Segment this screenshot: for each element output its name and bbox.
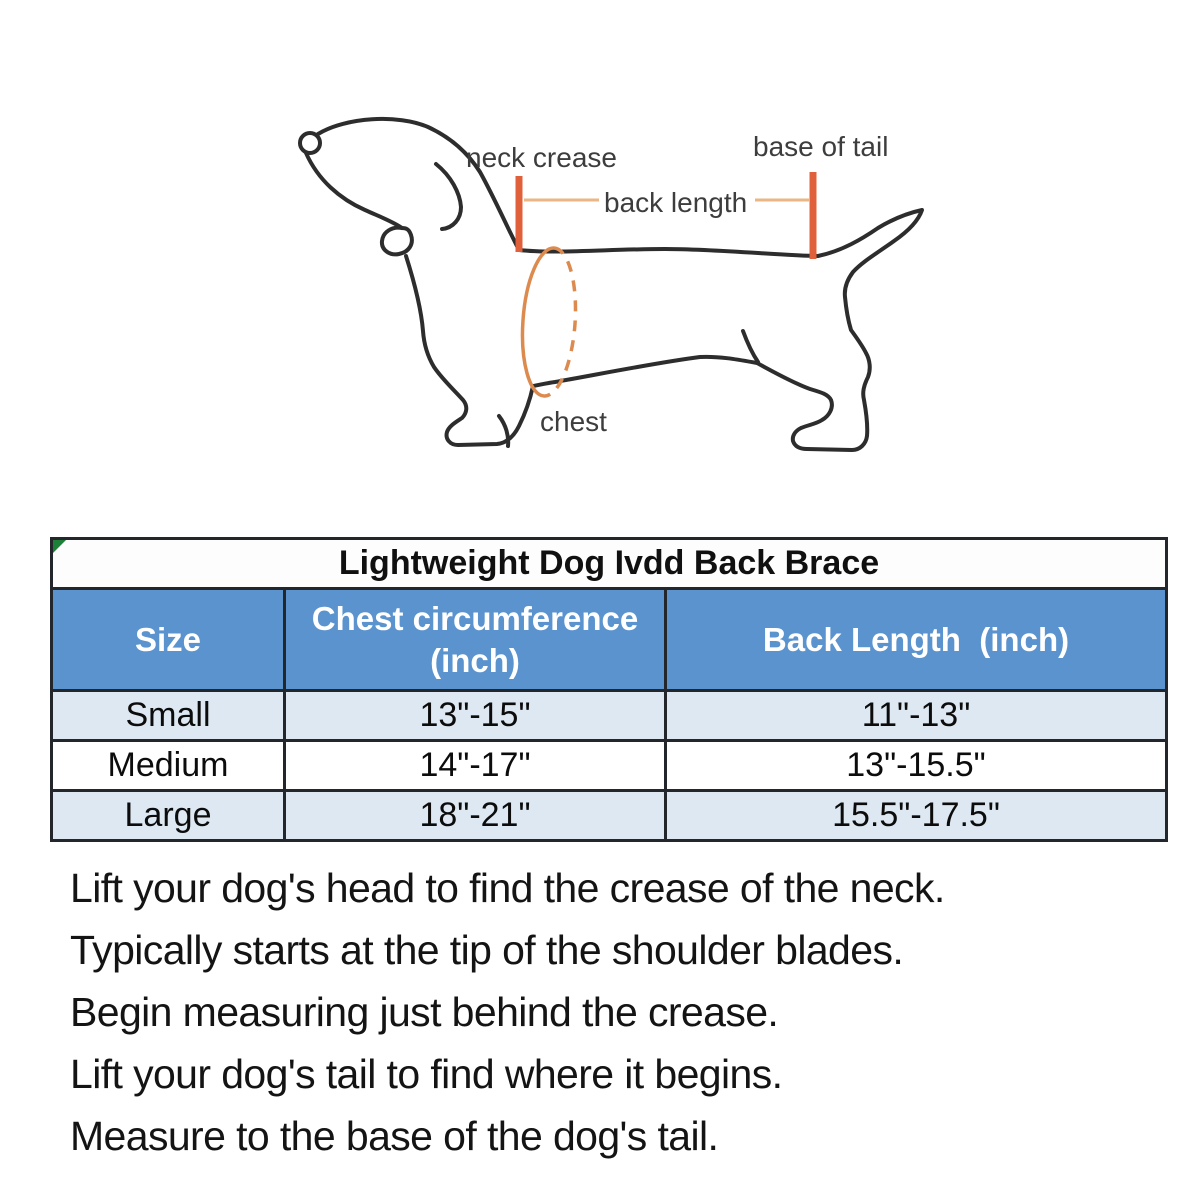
column-header-chest-unit: (inch) — [430, 641, 520, 679]
column-header-size — [53, 590, 286, 689]
cell-chest: 18"-21" — [286, 792, 667, 839]
dog-measurement-diagram — [0, 0, 1200, 525]
dog-nose-icon — [300, 133, 320, 153]
table-title: Lightweight Dog Ivdd Back Brace — [53, 540, 1165, 590]
base-of-tail-label: base of tail — [753, 131, 889, 162]
instruction-line: Lift your dog's tail to find where it begins. — [70, 1051, 783, 1097]
cell-back-length: 13"-15.5" — [846, 746, 986, 784]
dog-body-outline — [318, 119, 922, 450]
dog-haunch-crease-line — [743, 331, 758, 362]
cell-chest: 13"-15" — [286, 692, 667, 739]
column-header-chest-label: Chest circumference — [311, 600, 639, 638]
cell-chest: 14"-17" — [286, 742, 667, 789]
table-row-small — [53, 692, 1165, 739]
cell-back-length: 15.5"-17.5" — [832, 796, 1000, 834]
instruction-line: Measure to the base of the dog's tail. — [70, 1113, 719, 1159]
size-chart-table — [50, 537, 1168, 842]
chest-label: chest — [540, 406, 607, 437]
cell-size: Small — [53, 692, 286, 739]
column-header-back-length — [667, 590, 1165, 689]
back-length-label: back length — [604, 187, 748, 218]
chest-ellipse-solid — [522, 248, 554, 396]
dog-ear-line — [436, 164, 461, 229]
chest-ellipse-dashed — [544, 248, 576, 396]
neck-crease-label: neck crease — [466, 142, 617, 173]
table-row-large — [53, 789, 1165, 839]
dog-muzzle-line — [306, 153, 402, 228]
instruction-line: Lift your dog's head to find the crease of the neck. — [70, 865, 945, 911]
cell-size: Large — [53, 792, 286, 839]
instruction-line: Begin measuring just behind the crease. — [70, 989, 779, 1035]
column-header-size-label: Size — [134, 620, 202, 658]
instruction-line: Typically starts at the tip of the shoulder blades. — [70, 927, 904, 973]
measuring-instructions — [70, 857, 1170, 1167]
column-header-back-length-label: Back Length (inch) — [762, 620, 1070, 658]
table-header-row — [53, 590, 1165, 692]
cell-back-length: 11"-13" — [861, 696, 971, 734]
cell-size: Medium — [53, 742, 286, 789]
dog-collar-loop — [382, 228, 412, 255]
table-row-medium — [53, 739, 1165, 789]
column-header-chest — [286, 590, 667, 689]
excel-corner-marker-icon — [53, 540, 66, 553]
